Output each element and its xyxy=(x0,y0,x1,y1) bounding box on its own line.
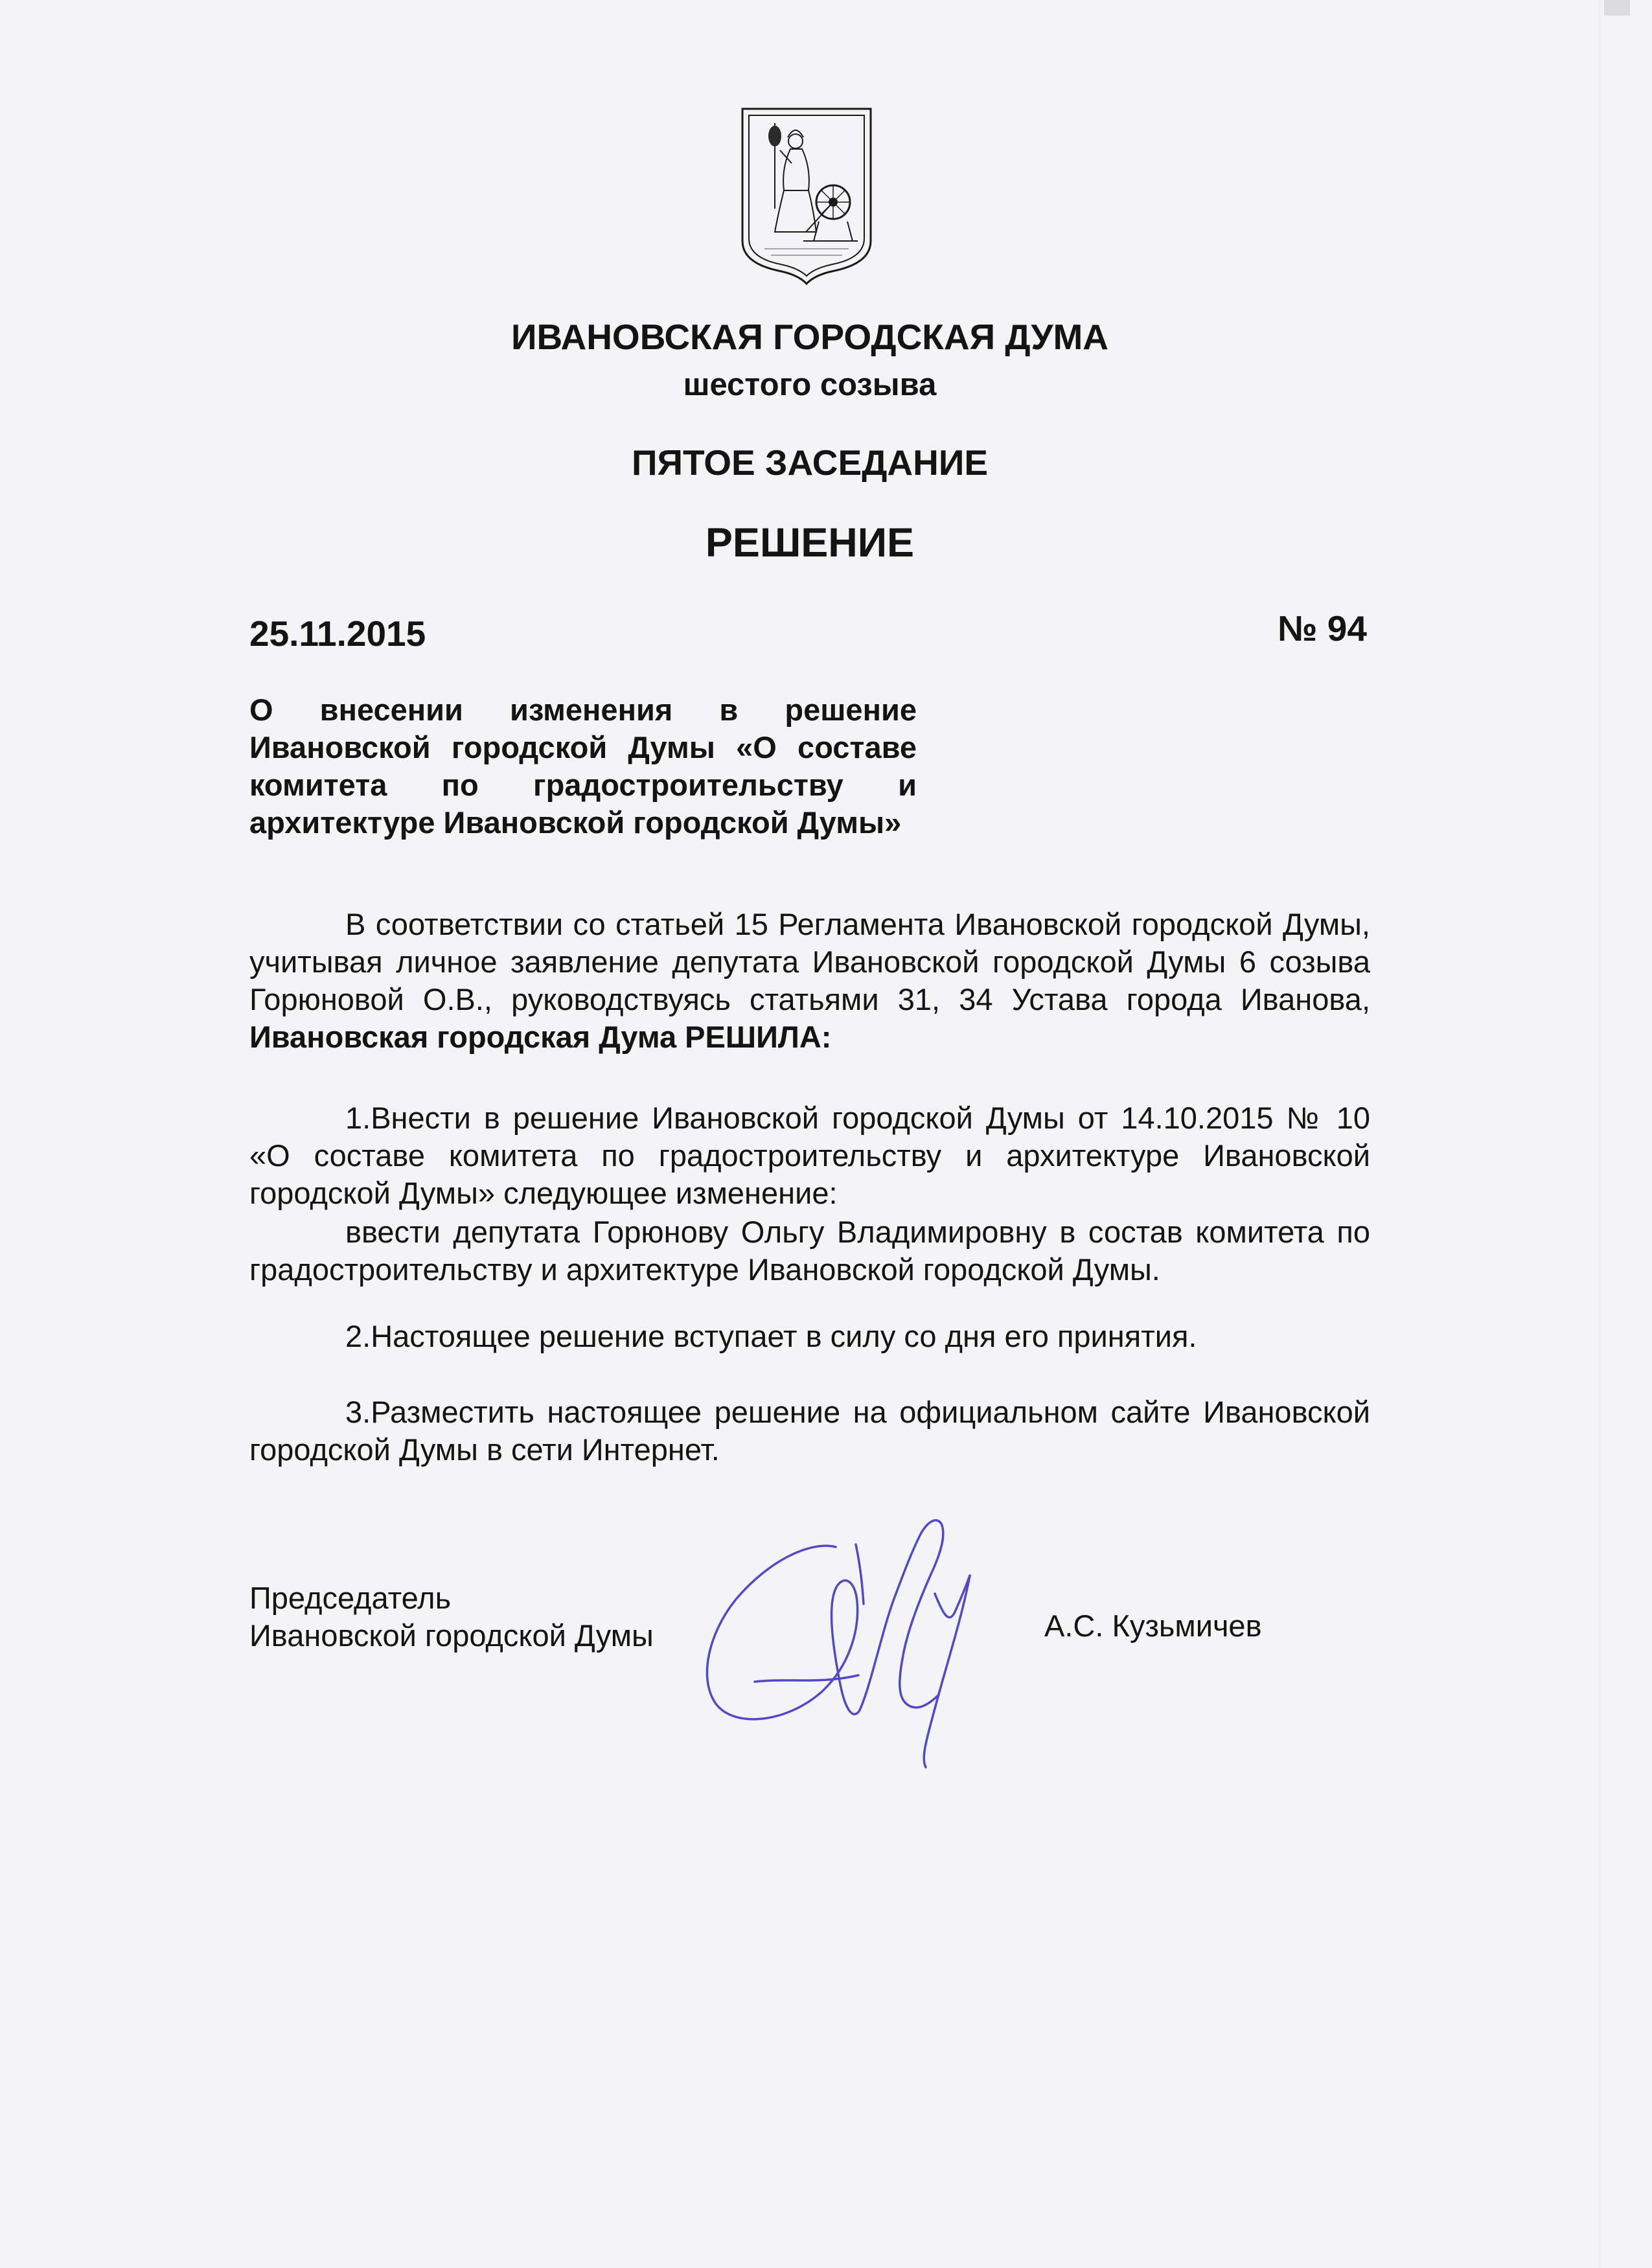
session-title: ПЯТОЕ ЗАСЕДАНИЕ xyxy=(631,442,989,483)
item-2-text: 2.Настоящее решение вступает в силу со дня его принятия. xyxy=(345,1319,1197,1353)
item-1-paragraph xyxy=(249,1099,1370,1212)
item-1-cont-text: ввести депутата Горюнову Ольгу Владимировну в состав комитета по градостроительству и архитектуре Ивановской городской Думы. xyxy=(249,1215,1370,1287)
preamble-resolution: Ивановская городская Дума РЕШИЛА: xyxy=(249,1020,832,1054)
item-1-text: 1.Внести в решение Ивановской городской Думы от 14.10.2015 № 10 «О составе комитета по градостроительству и архитектуре Ивановской городской Думы» следующее изменение: xyxy=(249,1101,1370,1210)
signer-position-line-1: Председатель xyxy=(249,1581,452,1615)
item-3-text: 3.Разместить настоящее решение на официальном сайте Ивановской городской Думы в сети Интернет. xyxy=(249,1395,1370,1467)
document-subject: О внесении изменения в решение Ивановской городской Думы «О составе комитета по градостроительству и архитектуре Ивановской городской Думы» xyxy=(249,693,917,840)
preamble-text: В соответствии со статьей 15 Регламента Ивановской городской Думы, учитывая личное заявление депутата Ивановской городской Думы 6 созыва Горюновой О.В., руководствуясь статьями 31, 34 Устава города Иванова, xyxy=(249,907,1370,1016)
handwritten-signature xyxy=(690,1490,994,1775)
page-corner-mark xyxy=(1604,0,1630,16)
document-date: 25.11.2015 xyxy=(249,613,426,654)
signer-position-line-2: Ивановской городской Думы xyxy=(249,1618,654,1653)
city-coat-of-arms-icon xyxy=(739,105,875,286)
document-type: РЕШЕНИЕ xyxy=(705,520,915,566)
document-number: № 94 xyxy=(1278,608,1367,648)
item-3-paragraph xyxy=(249,1393,1370,1469)
item-2-paragraph xyxy=(249,1318,1370,1355)
signature-strokes xyxy=(707,1520,970,1767)
signer-position xyxy=(249,1579,654,1655)
convocation-subtitle: шестого созыва xyxy=(683,367,937,402)
signer-name: А.С. Кузьмичев xyxy=(1044,1609,1262,1643)
organization-title: ИВАНОВСКАЯ ГОРОДСКАЯ ДУМА xyxy=(511,317,1109,357)
item-1-continuation xyxy=(249,1213,1370,1289)
preamble-paragraph xyxy=(249,906,1370,1056)
